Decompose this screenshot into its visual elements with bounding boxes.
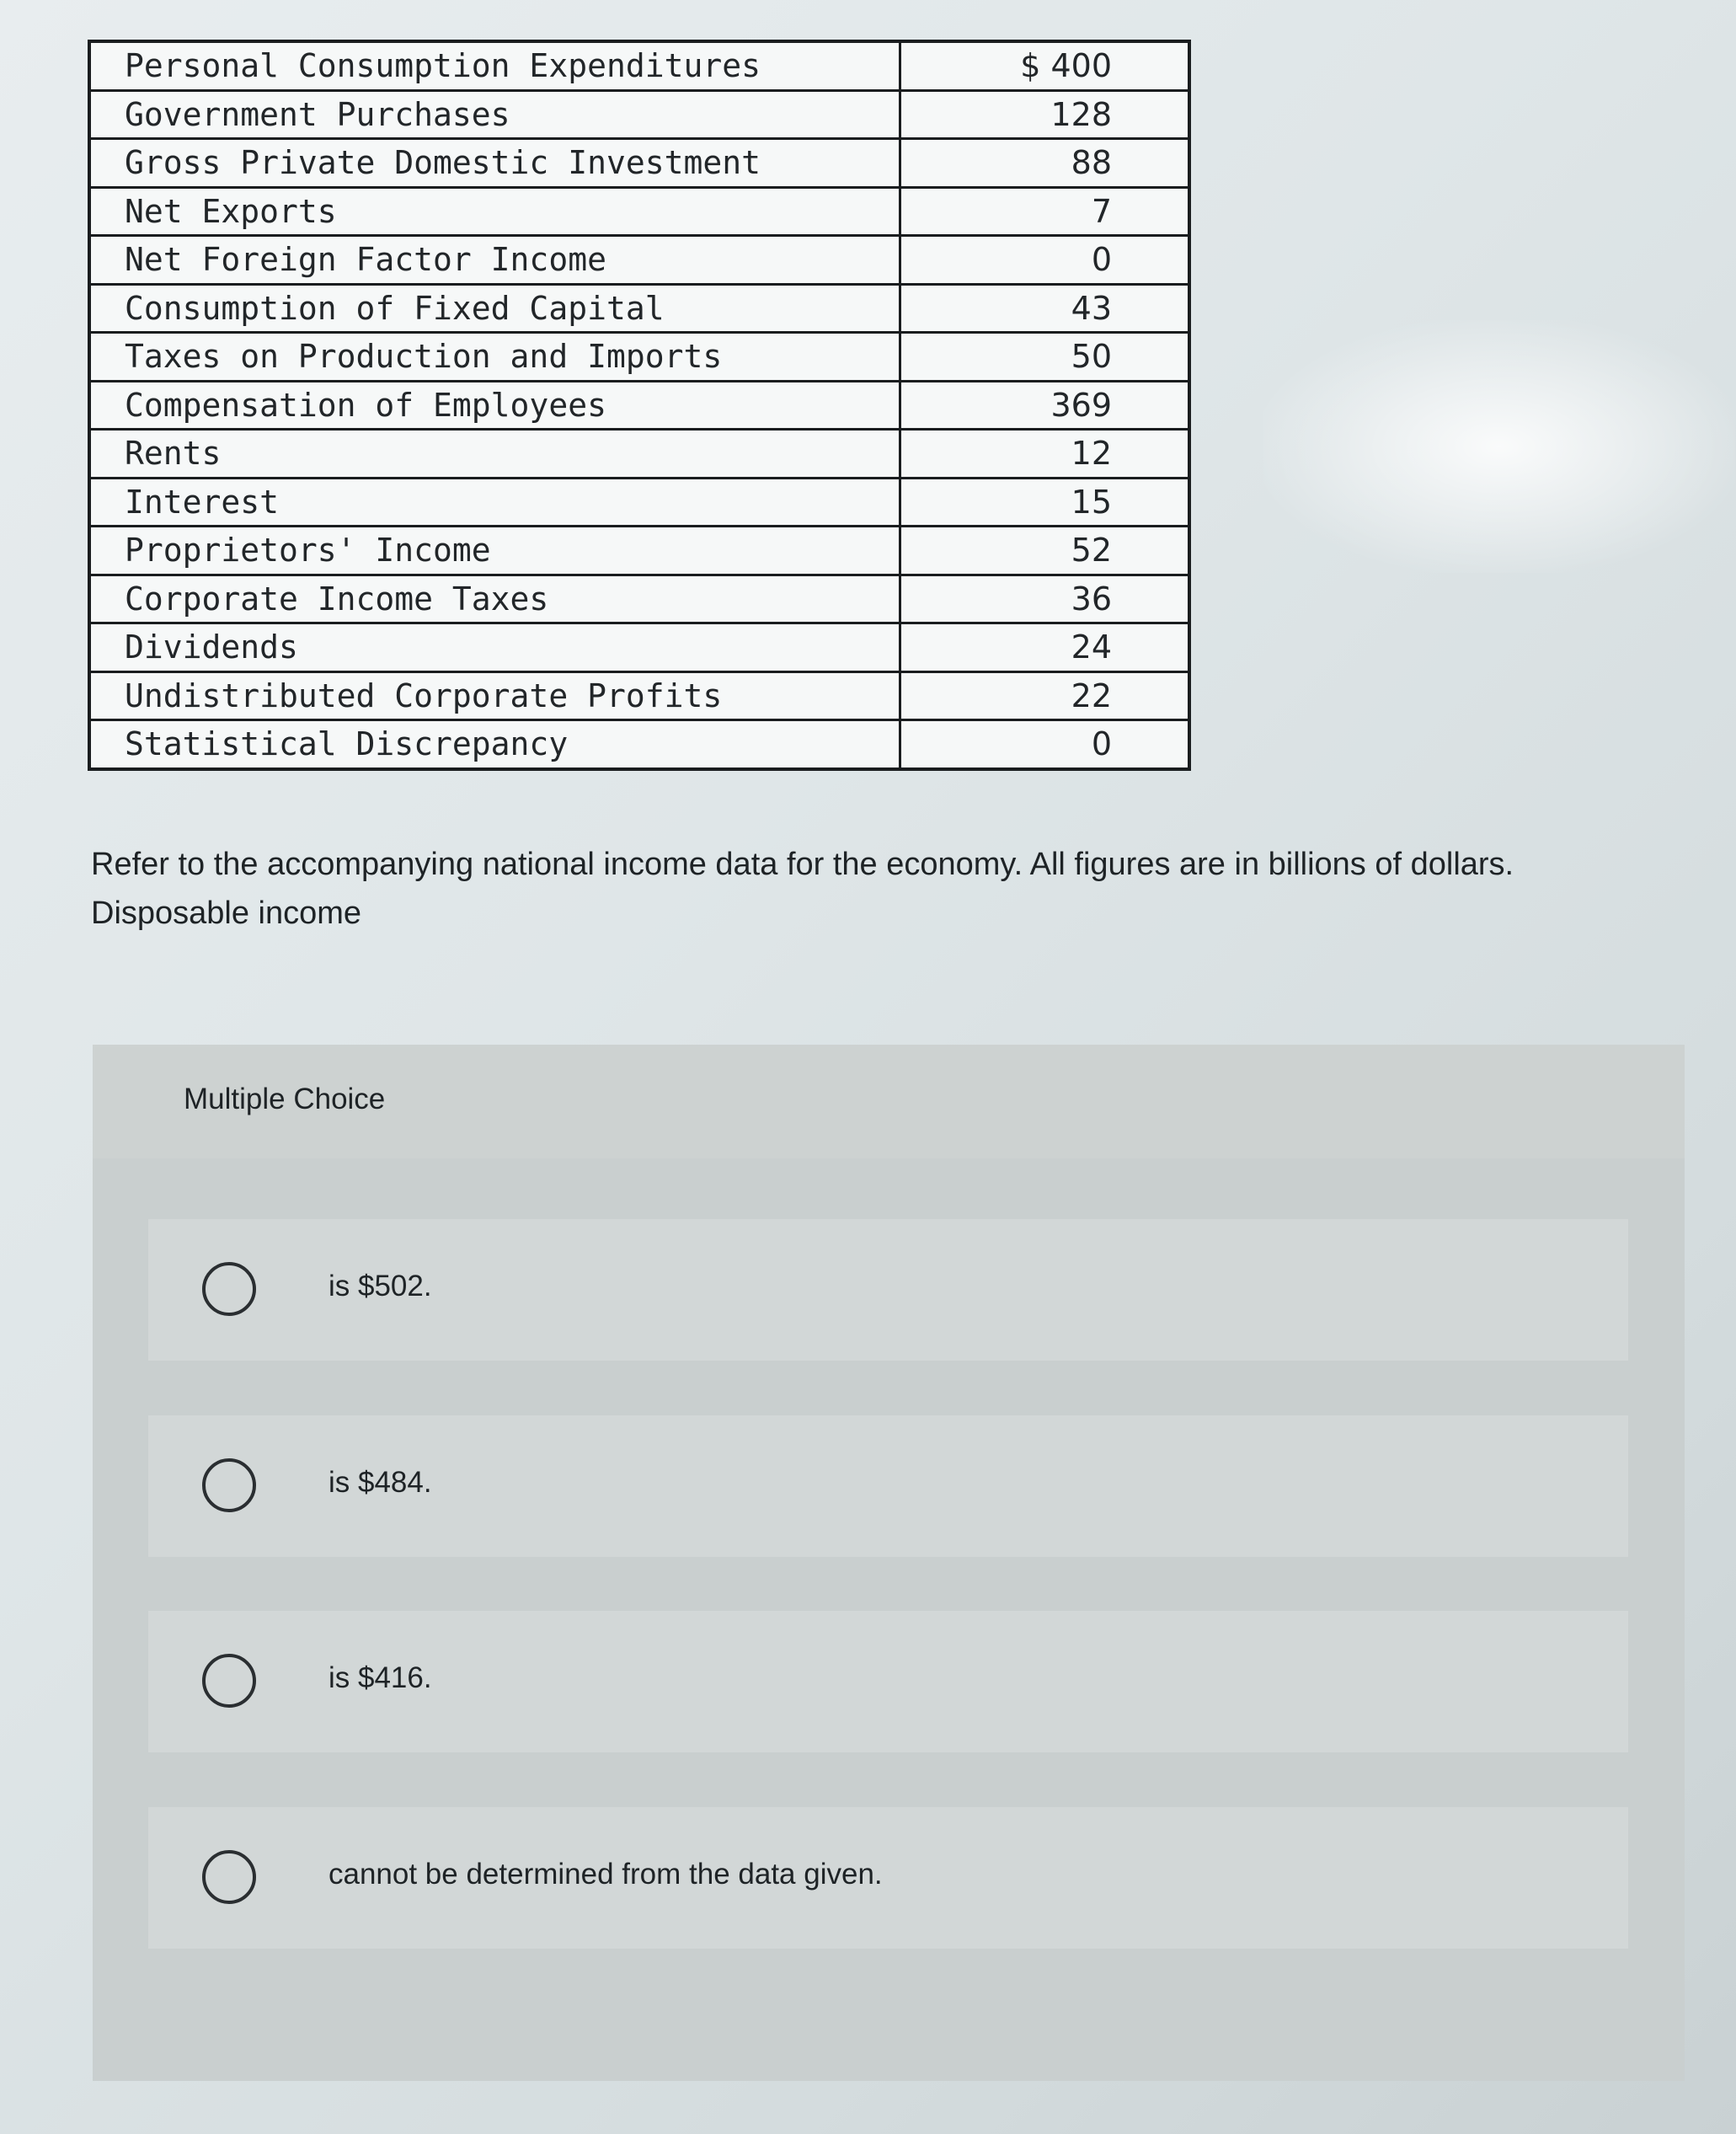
table-row — [89, 139, 1189, 188]
answer-option-label: is $484. — [329, 1466, 432, 1499]
row-value: 0 — [900, 720, 1189, 769]
row-value: 50 — [900, 333, 1189, 382]
radio-button-icon[interactable] — [202, 1850, 256, 1904]
answer-option-d[interactable] — [148, 1807, 1628, 1949]
row-label: Consumption of Fixed Capital — [89, 284, 900, 333]
row-label: Statistical Discrepancy — [89, 720, 900, 769]
row-value: 12 — [900, 430, 1189, 479]
table-row — [89, 236, 1189, 285]
answer-option-c[interactable] — [148, 1611, 1628, 1752]
table-row — [89, 333, 1189, 382]
row-value: 22 — [900, 671, 1189, 720]
row-label: Corporate Income Taxes — [89, 575, 900, 623]
table-row — [89, 575, 1189, 623]
question-text: Refer to the accompanying national income data for the economy. All figures are in billions of dollars. — [91, 847, 1514, 882]
table-row — [89, 623, 1189, 672]
question-subject: Disposable income — [91, 896, 362, 931]
row-value: 15 — [900, 478, 1189, 527]
multiple-choice-header — [93, 1045, 1685, 1158]
table-row — [89, 284, 1189, 333]
row-value: 0 — [900, 236, 1189, 285]
radio-button-icon[interactable] — [202, 1262, 256, 1316]
national-income-table — [88, 40, 1191, 771]
row-label: Dividends — [89, 623, 900, 672]
table-row — [89, 671, 1189, 720]
row-value: 52 — [900, 527, 1189, 575]
row-value: $ 400 — [900, 41, 1189, 90]
table-row — [89, 720, 1189, 769]
answer-option-a[interactable] — [148, 1219, 1628, 1361]
row-label: Interest — [89, 478, 900, 527]
table-row — [89, 527, 1189, 575]
row-label: Undistributed Corporate Profits — [89, 671, 900, 720]
row-label: Gross Private Domestic Investment — [89, 139, 900, 188]
table-row — [89, 90, 1189, 139]
answer-option-b[interactable] — [148, 1415, 1628, 1557]
table-row — [89, 41, 1189, 90]
answer-option-label: cannot be determined from the data given. — [329, 1858, 883, 1891]
row-value: 24 — [900, 623, 1189, 672]
row-value: 88 — [900, 139, 1189, 188]
row-value: 43 — [900, 284, 1189, 333]
answer-option-label: is $416. — [329, 1661, 432, 1694]
row-label: Taxes on Production and Imports — [89, 333, 900, 382]
row-value: 369 — [900, 381, 1189, 430]
answer-option-label: is $502. — [329, 1270, 432, 1302]
radio-button-icon[interactable] — [202, 1654, 256, 1708]
question-prompt — [91, 840, 1691, 938]
table-row — [89, 381, 1189, 430]
radio-button-icon[interactable] — [202, 1458, 256, 1512]
row-value: 36 — [900, 575, 1189, 623]
row-label: Compensation of Employees — [89, 381, 900, 430]
row-label: Personal Consumption Expenditures — [89, 41, 900, 90]
row-label: Government Purchases — [89, 90, 900, 139]
row-label: Net Exports — [89, 187, 900, 236]
table-row — [89, 187, 1189, 236]
multiple-choice-title: Multiple Choice — [184, 1083, 386, 1115]
row-label: Rents — [89, 430, 900, 479]
row-value: 7 — [900, 187, 1189, 236]
row-label: Proprietors' Income — [89, 527, 900, 575]
row-label: Net Foreign Factor Income — [89, 236, 900, 285]
screen-glare — [1263, 320, 1735, 573]
multiple-choice-panel — [93, 1045, 1685, 2081]
row-value: 128 — [900, 90, 1189, 139]
table-row — [89, 478, 1189, 527]
table-row — [89, 430, 1189, 479]
